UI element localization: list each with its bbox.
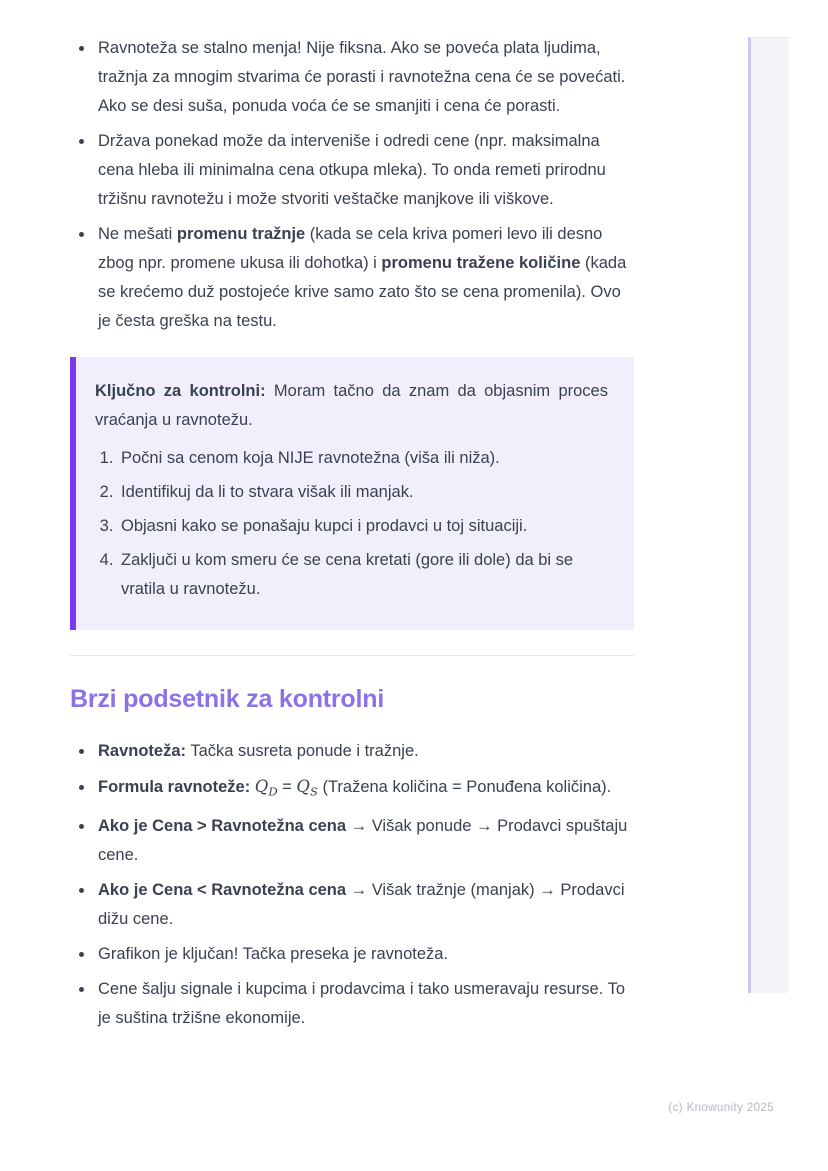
list-item	[95, 940, 634, 969]
text-segment: =	[277, 778, 297, 796]
text-segment: Cene šalju signale i kupcima i prodavcima i tako usmeravaju resurse. To je suština tržišne ekonomije.	[98, 980, 626, 1028]
text-segment: Ključno za kontrolni:	[95, 382, 266, 400]
text-segment: Q	[296, 777, 310, 796]
list-item	[118, 512, 608, 541]
text-segment: Zaključi u kom smeru će se cena kretati (gore ili dole) da bi se vratila u ravnotežu.	[121, 551, 574, 598]
page-edge-scrollbar[interactable]	[748, 37, 789, 993]
text-segment: D	[268, 784, 278, 799]
text-segment: Višak tražnje (manjak) → Prodavci dižu cene.	[98, 881, 625, 929]
text-segment: (kada se krećemo duž postojeće krive samo zato što se cena promenila). Ovo je česta greška na testu.	[98, 254, 627, 330]
text-segment: (kada se cela kriva pomeri levo ili desno zbog npr. promene ukusa ili dohotka) i	[98, 225, 603, 272]
text-segment: Ravnoteža se stalno menja! Nije fiksna. Ako se poveća plata ljudima, tražnja za mnogim stvarima će porasti i ravnotežna cena će se povećati. Ako se desi suša, ponuda voća će se smanjiti i cena će porasti.	[98, 39, 626, 115]
text-segment: Ako je Cena < Ravnotežna cena →	[98, 881, 368, 900]
text-segment: Ravnoteža:	[98, 742, 187, 760]
list-item	[95, 127, 634, 214]
section-heading: Brzi podsetnik za kontrolni	[70, 685, 385, 713]
section-divider	[70, 655, 634, 656]
text-segment: Ako je Cena > Ravnotežna cena →	[98, 817, 368, 836]
text-segment: S	[309, 784, 318, 799]
text-segment: Moram tačno da znam da objasnim proces vraćanja u ravnotežu.	[95, 382, 608, 429]
list-item	[95, 220, 634, 336]
list-item	[95, 812, 634, 870]
text-segment: Formula ravnoteže:	[98, 778, 251, 796]
list-item	[95, 975, 634, 1033]
text-segment: Ne mešati	[98, 225, 177, 243]
list-item	[118, 444, 608, 473]
list-item	[95, 772, 634, 806]
notes-content	[70, 34, 634, 1033]
text-segment: Grafikon je ključan! Tačka preseka je ravnoteža.	[98, 945, 449, 964]
list-item	[118, 546, 608, 604]
reminder-bullet-list	[70, 737, 634, 1033]
text-segment: Tačka susreta ponude i tražnje.	[186, 742, 419, 760]
copyright-footer: (c) Knowunity 2025	[668, 1102, 774, 1114]
text-segment: Identifikuj da li to stvara višak ili manjak.	[121, 483, 414, 501]
list-item	[95, 876, 634, 934]
key-takeaway-callout	[70, 357, 634, 630]
text-segment: (Tražena količina = Ponuđena količina).	[317, 778, 612, 796]
list-item	[95, 34, 634, 121]
text-segment: Višak ponude → Prodavci spuštaju cene.	[98, 817, 628, 865]
text-segment: Počni sa cenom koja NIJE ravnotežna (viša ili niža).	[121, 449, 500, 467]
text-segment: Q	[254, 777, 269, 796]
list-item	[118, 478, 608, 507]
callout-steps-list	[95, 444, 608, 604]
text-segment: Država ponekad može da interveniše i odredi cene (npr. maksimalna cena hleba ili minimalna cena otkupa mleka). To onda remeti prirodnu tržišnu ravnotežu i može stvoriti veštačke manjkove ili viškove.	[98, 132, 606, 208]
callout-lead	[95, 377, 608, 435]
list-item	[95, 737, 634, 766]
text-segment: Objasni kako se ponašaju kupci i prodavci u toj situaciji.	[121, 517, 528, 535]
top-bullet-list	[70, 34, 634, 336]
text-segment: promenu tražene količine	[381, 254, 581, 272]
text-segment: promenu tražnje	[176, 225, 306, 243]
